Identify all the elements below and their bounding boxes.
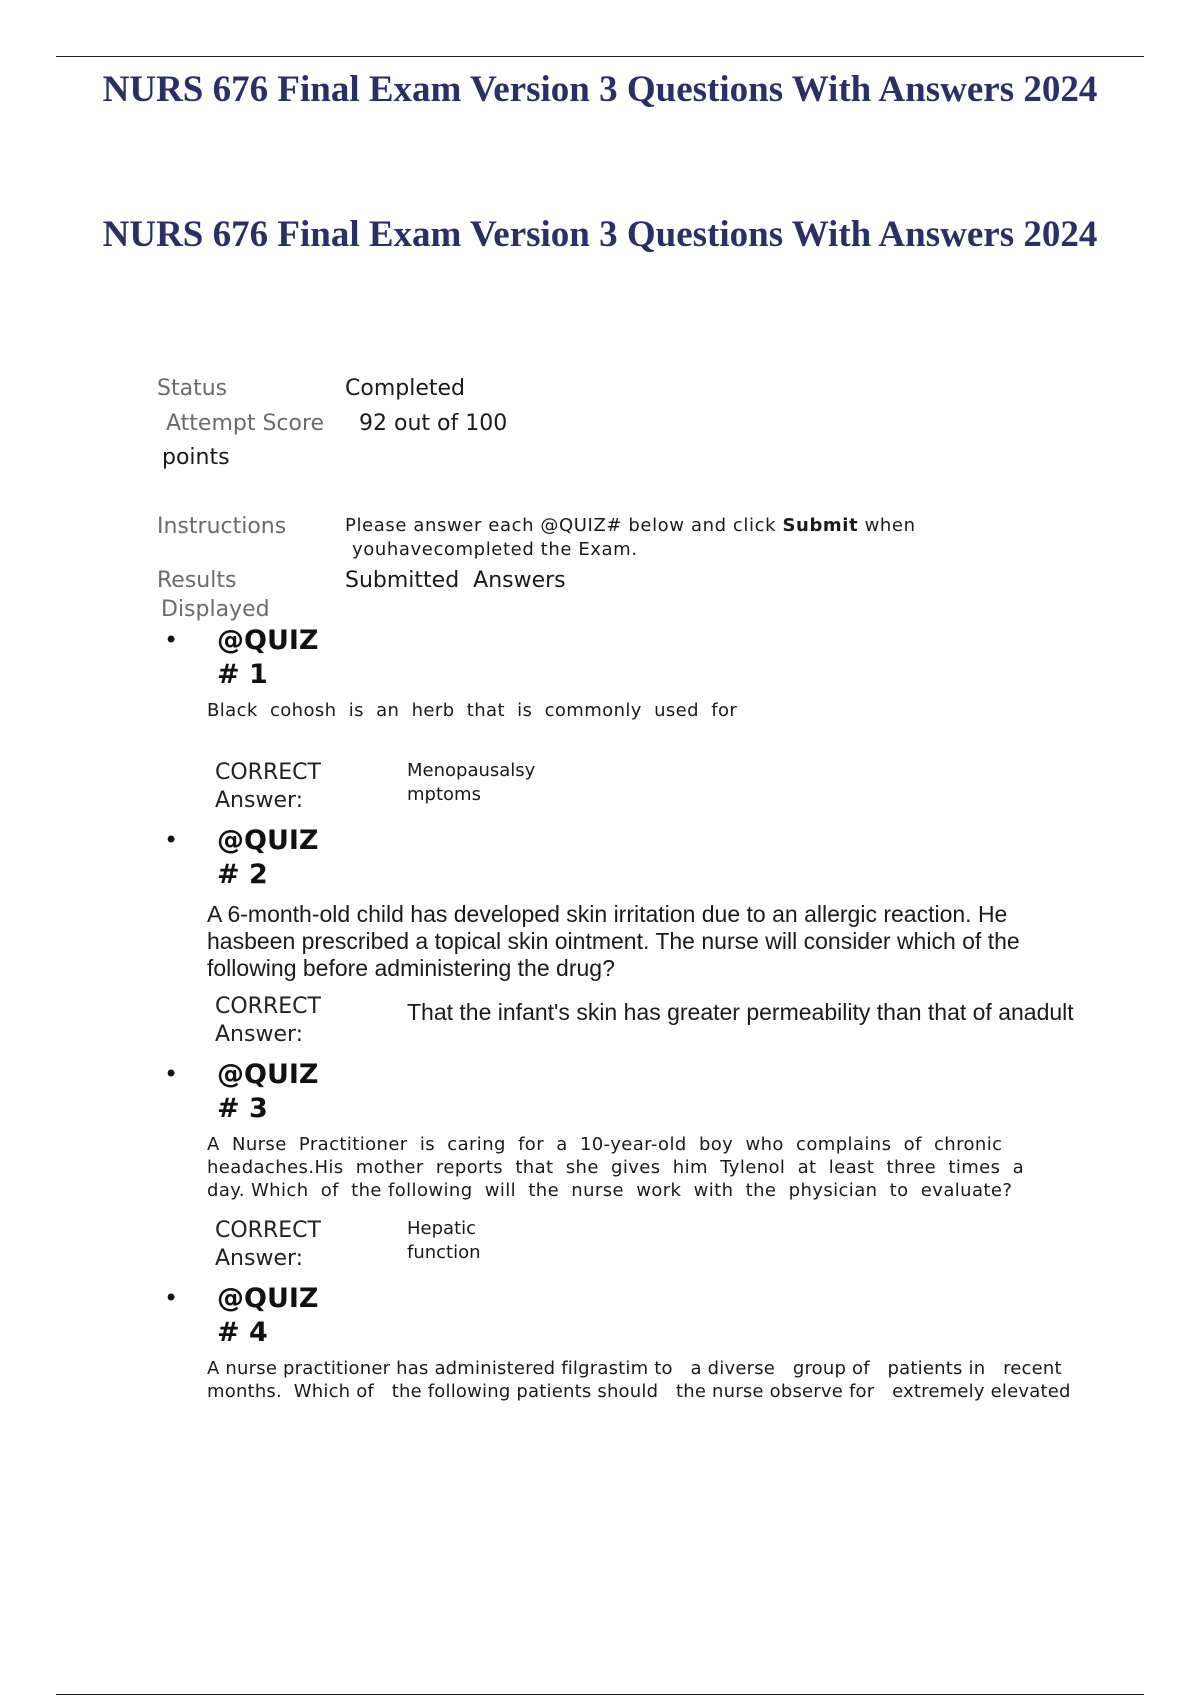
instructions-label: Instructions [157, 514, 287, 539]
correct-answer-label: CORRECT Answer: [215, 1218, 321, 1271]
question-text: Black cohosh is an herb that is commonly used for [207, 700, 738, 721]
question-heading: @QUIZ # 1 [217, 625, 319, 690]
correct-answer-label: CORRECT Answer: [215, 994, 321, 1047]
bullet-icon: • [164, 1284, 179, 1312]
correct-answer-label: CORRECT Answer: [215, 760, 321, 813]
question-heading: @QUIZ # 2 [217, 825, 319, 890]
results-label: Results [157, 568, 237, 593]
document-title: NURS 676 Final Exam Version 3 Questions With Answers 2024 [102, 69, 1098, 110]
bullet-icon: • [164, 826, 179, 854]
attempt-score-label: Attempt Score [166, 411, 325, 436]
bullet-icon: • [164, 626, 179, 654]
results-label-line2: Displayed [161, 597, 270, 622]
results-value: Submitted Answers [345, 568, 566, 593]
correct-answer: Menopausalsy mptoms [407, 760, 536, 805]
question-text: A 6-month-old child has developed skin irritation due to an allergic reaction. He hasbeen prescribed a topical skin ointment. The nurse will consider which of the following before administering the drug? [207, 901, 1020, 981]
attempt-score-value: 92 out of 100 [359, 411, 508, 436]
attempt-score-unit: points [162, 445, 230, 470]
question-heading: @QUIZ # 3 [217, 1059, 319, 1124]
submit-keyword: Submit [782, 515, 859, 536]
bottom-rule [56, 1694, 1144, 1695]
top-rule [56, 56, 1144, 57]
status-value: Completed [345, 376, 465, 401]
question-text: A nurse practitioner has administered filgrastim to a diverse group of patients in recent months. Which of the following patients should the nurse observe for extremely elevated [207, 1358, 1071, 1402]
instructions-text: Please answer each @QUIZ# below and click Submit when [345, 515, 916, 536]
correct-answer: Hepatic function [407, 1218, 481, 1263]
correct-answer: That the infant's skin has greater permeability than that of anadult [407, 999, 1074, 1025]
document-title-repeat: NURS 676 Final Exam Version 3 Questions With Answers 2024 [102, 214, 1098, 255]
instructions-text-line2: youhavecompleted the Exam. [352, 539, 638, 560]
status-label: Status [157, 376, 228, 401]
bullet-icon: • [164, 1060, 179, 1088]
question-heading: @QUIZ # 4 [217, 1283, 319, 1348]
question-text: A Nurse Practitioner is caring for a 10-year-old boy who complains of chronic headaches.His mother reports that she gives him Tylenol at least three times a day. Which of the following will the nurse work with the physician to evaluate? [207, 1134, 1037, 1201]
